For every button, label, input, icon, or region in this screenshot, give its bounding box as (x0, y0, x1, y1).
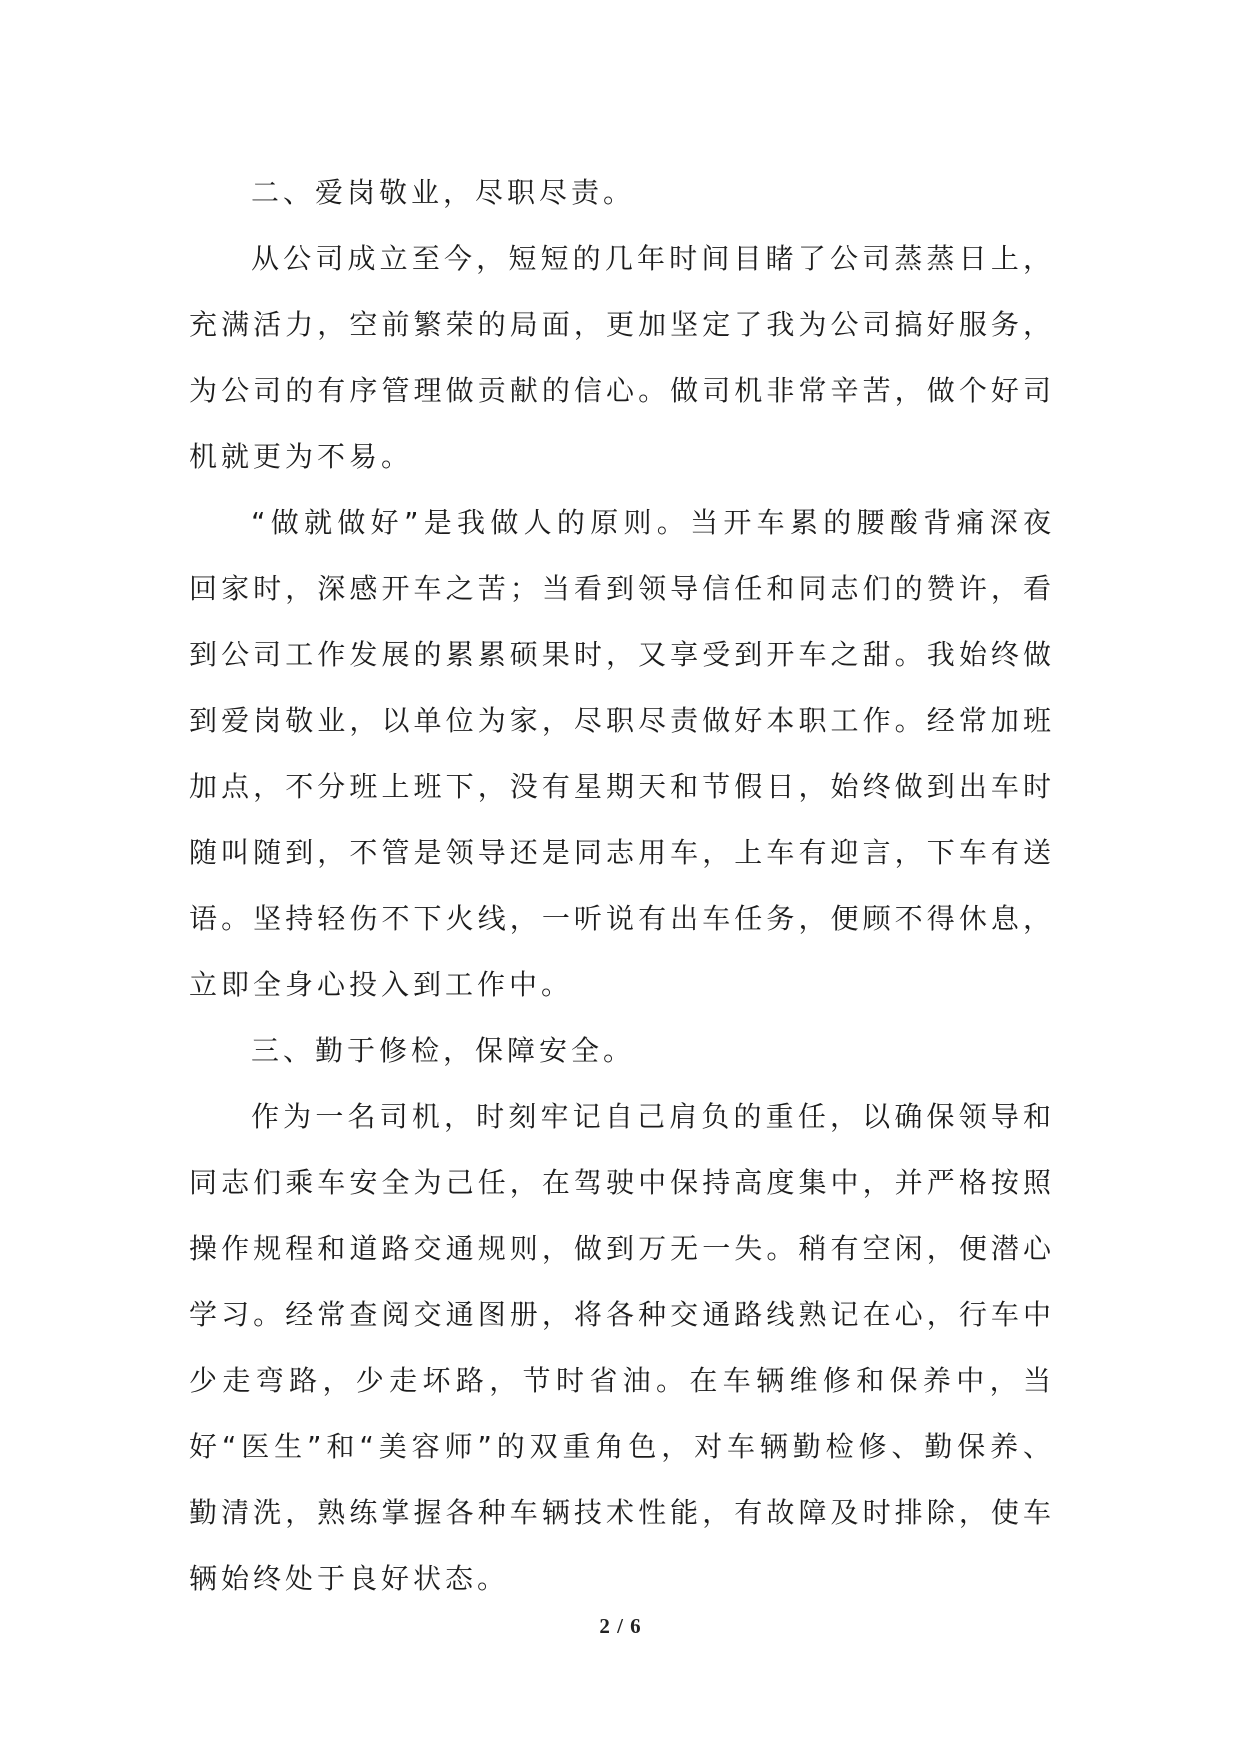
body-paragraph: 作为一名司机，时刻牢记自己肩负的重任，以确保领导和同志们乘车安全为己任，在驾驶中保持高度集中，并严格按照操作规程和道路交通规则，做到万无一失。稍有空闲，便潜心学习。经常查阅交通图册，将各种交通路线熟记在心，行车中少走弯路，少走坏路，节时省油。在车辆维修和保养中，当好“医生”和“美容师”的双重角色，对车辆勤检修、勤保养、勤清洗，熟练掌握各种车辆技术性能，有故障及时排除，使车辆始终处于良好状态。 (189, 1100, 1055, 1595)
section-heading-2: 二、爱岗敬业，尽职尽责。 (251, 176, 636, 209)
document-body (189, 160, 1055, 1612)
section-heading-3: 三、勤于修检，保障安全。 (251, 1034, 636, 1067)
page-number: 2 / 6 (599, 1614, 642, 1638)
body-paragraph: “做就做好”是我做人的原则。当开车累的腰酸背痛深夜回家时，深感开车之苦；当看到领导信任和同志们的赞许，看到公司工作发展的累累硕果时，又享受到开车之甜。我始终做到爱岗敬业，以单位为家，尽职尽责做好本职工作。经常加班加点，不分班上班下，没有星期天和节假日，始终做到出车时随叫随到，不管是领导还是同志用车，上车有迎言，下车有送语。坚持轻伤不下火线，一听说有出车任务，便顾不得休息，立即全身心投入到工作中。 (189, 506, 1055, 1001)
body-paragraph: 从公司成立至今，短短的几年时间目睹了公司蒸蒸日上，充满活力，空前繁荣的局面，更加坚定了我为公司搞好服务，为公司的有序管理做贡献的信心。做司机非常辛苦，做个好司机就更为不易。 (189, 242, 1055, 473)
